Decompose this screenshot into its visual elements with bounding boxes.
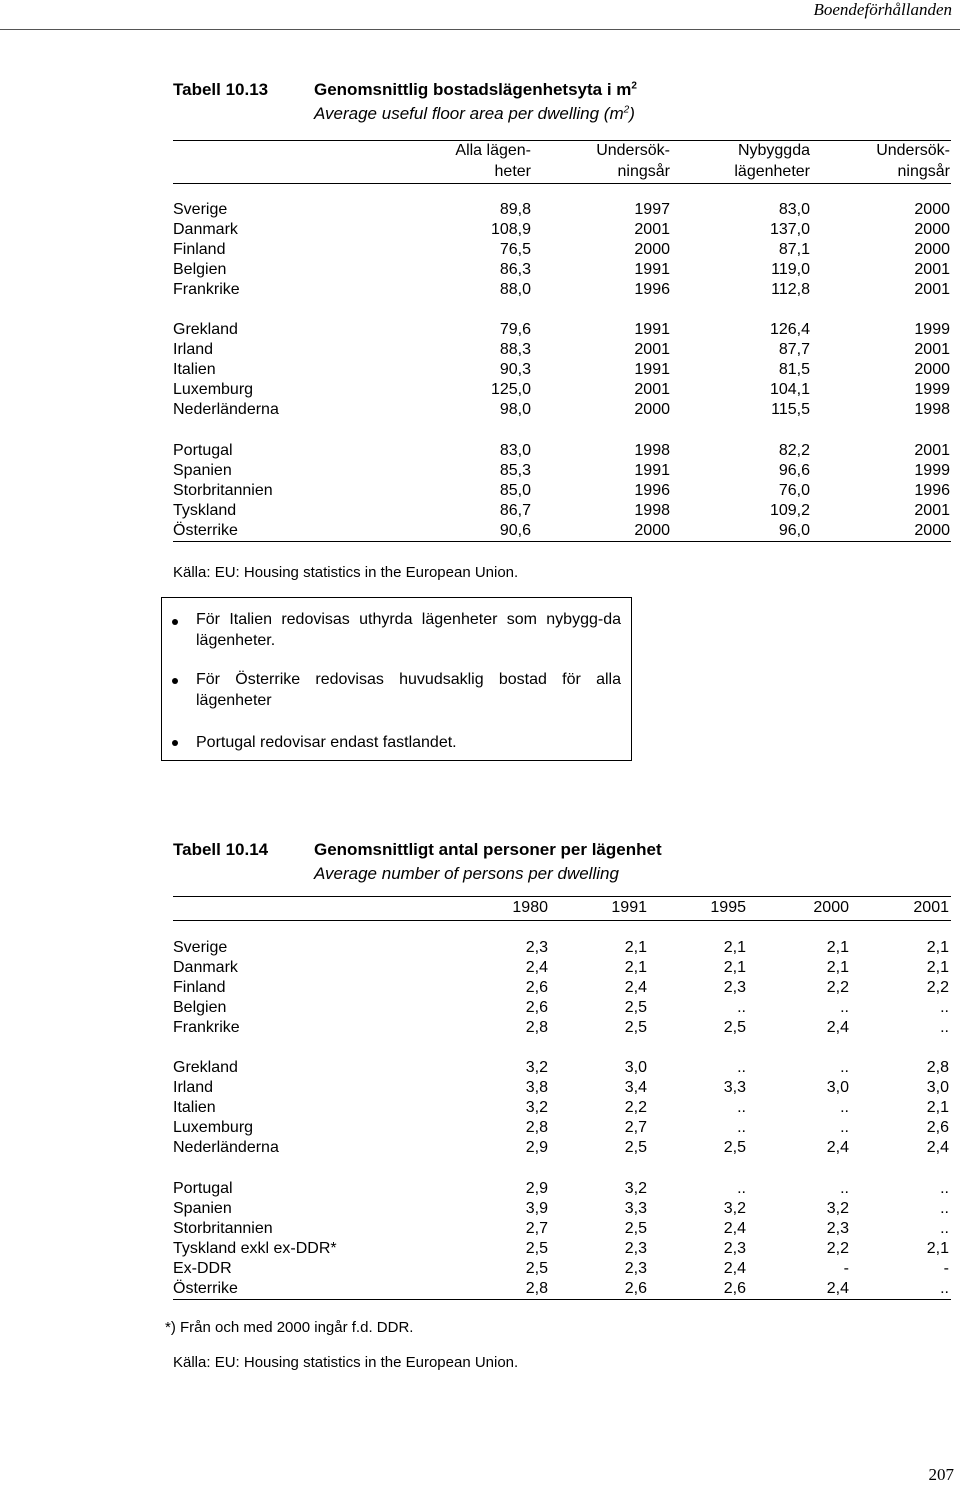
table1-cell: 86,7 <box>499 502 531 519</box>
table1-cell: 125,0 <box>490 381 531 398</box>
table2-cell: 2,8 <box>525 1019 548 1036</box>
table1-cell: 83,0 <box>778 201 810 218</box>
table1-row <box>173 340 951 360</box>
table1-cell: 2000 <box>634 522 670 539</box>
table1-cell: 90,6 <box>499 522 531 539</box>
table1-cell: 1998 <box>634 502 670 519</box>
table2-cell: 2,7 <box>624 1119 647 1136</box>
table1-cell: 96,6 <box>778 462 810 479</box>
table1-cell: 89,8 <box>499 201 531 218</box>
table2-cell: 2,1 <box>723 959 746 976</box>
table1-row <box>173 240 951 260</box>
table1-cell: 112,8 <box>771 281 810 298</box>
table2-cell: 2,1 <box>926 1099 949 1116</box>
country-label: Danmark <box>173 959 238 976</box>
table1-header-line2: heter <box>494 163 531 180</box>
country-label: Finland <box>173 241 226 258</box>
table2-row <box>173 1199 951 1219</box>
country-label: Frankrike <box>173 1019 240 1036</box>
table1-row <box>173 320 951 340</box>
table1-cell: 82,2 <box>778 442 810 459</box>
table2-cell: 2,1 <box>723 939 746 956</box>
table2-cell: 2,2 <box>826 1240 849 1257</box>
table1-header-line1: Undersök- <box>876 142 950 159</box>
table2-cell: 2,5 <box>723 1139 746 1156</box>
table1-header-line1: Alla lägen- <box>455 142 531 159</box>
table2-cell: .. <box>940 1019 949 1036</box>
table1-row <box>173 501 951 521</box>
table1-source: Källa: EU: Housing statistics in the European Union. <box>173 564 519 581</box>
table1-row <box>173 360 951 380</box>
table1-header-line2: ningsår <box>617 163 670 180</box>
table1-cell: 2001 <box>914 502 950 519</box>
table2-cell: 2,4 <box>826 1019 849 1036</box>
table1-subtitle-text: Average useful floor area per dwelling (m <box>314 104 624 123</box>
table2-cell: 2,2 <box>624 1099 647 1116</box>
country-label: Grekland <box>173 1059 238 1076</box>
table2-cell: 2,3 <box>525 939 548 956</box>
table2-cell: 2,1 <box>826 959 849 976</box>
table2-number: Tabell 10.14 <box>173 840 269 859</box>
table1-cell: 2001 <box>634 221 670 238</box>
table1-cell: 83,0 <box>499 442 531 459</box>
table2-title: Genomsnittligt antal personer per lägenhet <box>314 840 662 859</box>
country-label: Sverige <box>173 201 228 218</box>
table2-cell: 2,4 <box>826 1280 849 1297</box>
table2-cell: 2,1 <box>926 959 949 976</box>
table1-cell: 119,0 <box>771 261 810 278</box>
table2-bottom-rule <box>173 1299 951 1300</box>
table2-cell: 2,8 <box>926 1059 949 1076</box>
note-item: För Österrike redovisas huvudsaklig bostad för alla lägenheter <box>196 671 621 709</box>
country-label: Finland <box>173 979 226 996</box>
table2-cell: 2,5 <box>624 1019 647 1036</box>
table2-row <box>173 1259 951 1279</box>
table2-cell: 2,5 <box>624 1139 647 1156</box>
country-label: Österrike <box>173 522 238 539</box>
page-number: 207 <box>928 1465 954 1484</box>
table1-cell: 2000 <box>914 201 950 218</box>
table1-cell: 87,7 <box>778 341 810 358</box>
note-item: Portugal redovisar endast fastlandet. <box>196 734 457 751</box>
table2-cell: 2,3 <box>826 1220 849 1237</box>
table2-row <box>173 1058 951 1078</box>
table2-cell: 3,9 <box>525 1200 548 1217</box>
table2-row <box>173 958 951 978</box>
table1-cell: 79,6 <box>499 321 531 338</box>
table2-cell: 2,4 <box>624 979 647 996</box>
table2-year-header: 2000 <box>813 899 849 916</box>
table2-source: Källa: EU: Housing statistics in the European Union. <box>173 1354 519 1371</box>
table2-cell: .. <box>737 999 746 1016</box>
country-label: Belgien <box>173 999 227 1016</box>
country-label: Sverige <box>173 939 228 956</box>
country-label: Tyskland exkl ex-DDR* <box>173 1240 337 1257</box>
table1-row <box>173 380 951 400</box>
table1-title <box>314 80 637 100</box>
table2-row <box>173 1239 951 1259</box>
table2-cell: .. <box>737 1059 746 1076</box>
table1-number: Tabell 10.13 <box>173 80 269 99</box>
table2-cell: 2,3 <box>723 1240 746 1257</box>
table2-cell: 3,4 <box>624 1079 647 1096</box>
table1-cell: 104,1 <box>769 381 810 398</box>
table2-cell: 2,1 <box>926 1240 949 1257</box>
country-label: Nederländerna <box>173 401 279 418</box>
table1-cell: 87,1 <box>778 241 810 258</box>
table1-cell: 86,3 <box>499 261 531 278</box>
table2-year-header: 1991 <box>611 899 647 916</box>
table2-cell: 2,4 <box>926 1139 949 1156</box>
table2-cell: 3,2 <box>624 1180 647 1197</box>
table1-cell: 2000 <box>914 361 950 378</box>
table2-cell: .. <box>940 1220 949 1237</box>
country-label: Luxemburg <box>173 381 254 398</box>
table2-cell: 2,5 <box>624 1220 647 1237</box>
table1-cell: 115,5 <box>771 401 810 418</box>
table2-row <box>173 978 951 998</box>
running-header: Boendeförhållanden <box>813 0 952 19</box>
table2-row <box>173 998 951 1018</box>
note-item: För Italien redovisas uthyrda lägenheter som nybygg-da lägenheter. <box>196 611 621 649</box>
table2-cell: .. <box>737 1099 746 1116</box>
table1-cell: 1991 <box>634 261 670 278</box>
country-label: Storbritannien <box>173 482 273 499</box>
table2-header-row <box>173 898 951 918</box>
table1-cell: 1996 <box>914 482 950 499</box>
table1-cell: 81,5 <box>778 361 810 378</box>
table1-bottom-rule <box>173 541 951 542</box>
table1-cell: 1999 <box>914 462 950 479</box>
bullet-icon <box>172 740 178 746</box>
country-label: Luxemburg <box>173 1119 254 1136</box>
table2-cell: 3,2 <box>826 1200 849 1217</box>
table2-cell: 2,8 <box>525 1280 548 1297</box>
country-label: Danmark <box>173 221 238 238</box>
country-label: Portugal <box>173 442 233 459</box>
table2-cell: .. <box>940 1180 949 1197</box>
table1-cell: 1991 <box>634 361 670 378</box>
table2-cell: .. <box>840 1180 849 1197</box>
table1-title-sup: 2 <box>631 80 637 92</box>
table2-cell: 2,1 <box>624 939 647 956</box>
table2-row <box>173 1098 951 1118</box>
table1-row <box>173 280 951 300</box>
table2-cell: 2,8 <box>525 1119 548 1136</box>
table1-cell: 2001 <box>914 281 950 298</box>
table2-cell: 3,0 <box>826 1079 849 1096</box>
table1-header-line1: Nybyggda <box>737 142 810 159</box>
table1-cell: 90,3 <box>499 361 531 378</box>
table1-title-text: Genomsnittlig bostadslägenhetsyta i m <box>314 80 632 99</box>
table2-cell: 3,3 <box>624 1200 647 1217</box>
table1-cell: 2001 <box>914 442 950 459</box>
table1-cell: 98,0 <box>499 401 531 418</box>
table2-row <box>173 938 951 958</box>
table2-cell: 2,7 <box>525 1220 548 1237</box>
table1-header-line1: Undersök- <box>596 142 670 159</box>
table2-row <box>173 1138 951 1158</box>
table2-cell: 2,4 <box>723 1260 746 1277</box>
table2-cell: 2,3 <box>624 1240 647 1257</box>
table1-cell: 2000 <box>914 241 950 258</box>
table1-cell: 1998 <box>914 401 950 418</box>
table2-row <box>173 1078 951 1098</box>
table1-subtitle-sup: 2 <box>623 104 630 116</box>
table2-cell: 2,1 <box>826 939 849 956</box>
country-label: Irland <box>173 341 214 358</box>
table1-row <box>173 481 951 501</box>
table2-cell: .. <box>840 1059 849 1076</box>
table2-cell: 2,9 <box>525 1139 548 1156</box>
table1-cell: 2000 <box>914 522 950 539</box>
table1-row <box>173 521 951 541</box>
country-label: Ex-DDR <box>173 1260 232 1277</box>
table2-cell: .. <box>840 1099 849 1116</box>
table1-cell: 76,5 <box>499 241 531 258</box>
table1-cell: 2000 <box>914 221 950 238</box>
table2-cell: 3,3 <box>723 1079 746 1096</box>
country-label: Belgien <box>173 261 227 278</box>
table1-subtitle-end: ) <box>629 104 635 123</box>
table1-cell: 88,0 <box>499 281 531 298</box>
table2-cell: .. <box>737 1119 746 1136</box>
table1-cell: 88,3 <box>499 341 531 358</box>
table2-cell: 3,0 <box>926 1079 949 1096</box>
table1-top-rule <box>173 140 951 141</box>
table2-cell: 2,6 <box>926 1119 949 1136</box>
table1-row <box>173 461 951 481</box>
table2-cell: .. <box>940 999 949 1016</box>
bullet-icon <box>172 619 178 625</box>
table2-cell: 2,2 <box>926 979 949 996</box>
table2-cell: 2,9 <box>525 1180 548 1197</box>
table1-cell: 2001 <box>634 381 670 398</box>
country-label: Italien <box>173 361 216 378</box>
table1-cell: 1997 <box>634 201 670 218</box>
table2-year-header: 1995 <box>710 899 746 916</box>
table1-cell: 137,0 <box>769 221 810 238</box>
table1-header-cell <box>455 140 531 182</box>
country-label: Irland <box>173 1079 214 1096</box>
table2-cell: 3,0 <box>624 1059 647 1076</box>
country-label: Grekland <box>173 321 238 338</box>
table1-cell: 1999 <box>914 321 950 338</box>
header-rule <box>0 29 960 30</box>
table1-cell: 1996 <box>634 281 670 298</box>
table2-cell: 2,4 <box>723 1220 746 1237</box>
table2-cell: 3,8 <box>525 1079 548 1096</box>
table2-cell: .. <box>940 1280 949 1297</box>
country-label: Frankrike <box>173 281 240 298</box>
table2-cell: - <box>843 1260 849 1277</box>
table2-cell: - <box>943 1260 949 1277</box>
table1-cell: 85,0 <box>499 482 531 499</box>
table1-cell: 96,0 <box>778 522 810 539</box>
table2-cell: 2,1 <box>926 939 949 956</box>
table1-header-cell <box>734 140 810 182</box>
table2-cell: 3,2 <box>525 1059 548 1076</box>
table1-row <box>173 400 951 420</box>
table2-cell: 2,1 <box>624 959 647 976</box>
table1-cell: 108,9 <box>490 221 531 238</box>
table2-cell: 2,6 <box>525 999 548 1016</box>
table1-row <box>173 220 951 240</box>
table1-header-line2: lägenheter <box>734 163 810 180</box>
table2-cell: 3,2 <box>525 1099 548 1116</box>
country-label: Portugal <box>173 1180 233 1197</box>
table2-cell: 3,2 <box>723 1200 746 1217</box>
table1-cell: 2000 <box>634 401 670 418</box>
table2-cell: 2,5 <box>624 999 647 1016</box>
table2-footnote: *) Från och med 2000 ingår f.d. DDR. <box>165 1319 414 1336</box>
table2-cell: 2,5 <box>525 1240 548 1257</box>
table1-cell: 109,2 <box>769 502 810 519</box>
table1-cell: 126,4 <box>769 321 810 338</box>
table2-row <box>173 1219 951 1239</box>
table2-cell: 2,6 <box>624 1280 647 1297</box>
table2-cell: 2,4 <box>826 1139 849 1156</box>
table2-cell: .. <box>840 999 849 1016</box>
table2-cell: 2,6 <box>525 979 548 996</box>
table2-top-rule <box>173 896 951 897</box>
table1-cell: 1999 <box>914 381 950 398</box>
country-label: Spanien <box>173 462 232 479</box>
table1-row <box>173 260 951 280</box>
table1-cell: 1998 <box>634 442 670 459</box>
table1-header-rule <box>173 183 951 184</box>
table1-cell: 2000 <box>634 241 670 258</box>
table1-cell: 2001 <box>634 341 670 358</box>
table1-header-line2: ningsår <box>897 163 950 180</box>
table1-header-cell <box>596 140 670 182</box>
table1-cell: 2001 <box>914 341 950 358</box>
country-label: Nederländerna <box>173 1139 279 1156</box>
country-label: Tyskland <box>173 502 237 519</box>
country-label: Spanien <box>173 1200 232 1217</box>
table2-cell: 2,6 <box>723 1280 746 1297</box>
table2-cell: .. <box>940 1200 949 1217</box>
table2-cell: .. <box>737 1180 746 1197</box>
table2-cell: 2,3 <box>624 1260 647 1277</box>
table2-year-header: 2001 <box>913 899 949 916</box>
table1-cell: 1991 <box>634 462 670 479</box>
table1-row <box>173 200 951 220</box>
table2-subtitle: Average number of persons per dwelling <box>314 864 619 883</box>
table2-cell: 2,5 <box>723 1019 746 1036</box>
table1-cell: 1996 <box>634 482 670 499</box>
table1-header-cell <box>876 140 950 182</box>
table2-year-header: 1980 <box>512 899 548 916</box>
table2-cell: 2,2 <box>826 979 849 996</box>
table1-row <box>173 441 951 461</box>
bullet-icon <box>172 678 178 684</box>
table1-cell: 2001 <box>914 261 950 278</box>
table1-cell: 76,0 <box>778 482 810 499</box>
table2-cell: 2,4 <box>525 959 548 976</box>
notes-box <box>161 597 632 761</box>
country-label: Österrike <box>173 1280 238 1297</box>
table2-cell: 2,5 <box>525 1260 548 1277</box>
table1-cell: 1991 <box>634 321 670 338</box>
country-label: Italien <box>173 1099 216 1116</box>
table1-cell: 85,3 <box>499 462 531 479</box>
table2-cell: 2,3 <box>723 979 746 996</box>
table2-row <box>173 1179 951 1199</box>
table2-header-rule <box>173 920 951 921</box>
table2-row <box>173 1018 951 1038</box>
table1-subtitle <box>314 104 635 124</box>
table2-cell: .. <box>840 1119 849 1136</box>
table2-row <box>173 1118 951 1138</box>
table2-row <box>173 1279 951 1299</box>
country-label: Storbritannien <box>173 1220 273 1237</box>
